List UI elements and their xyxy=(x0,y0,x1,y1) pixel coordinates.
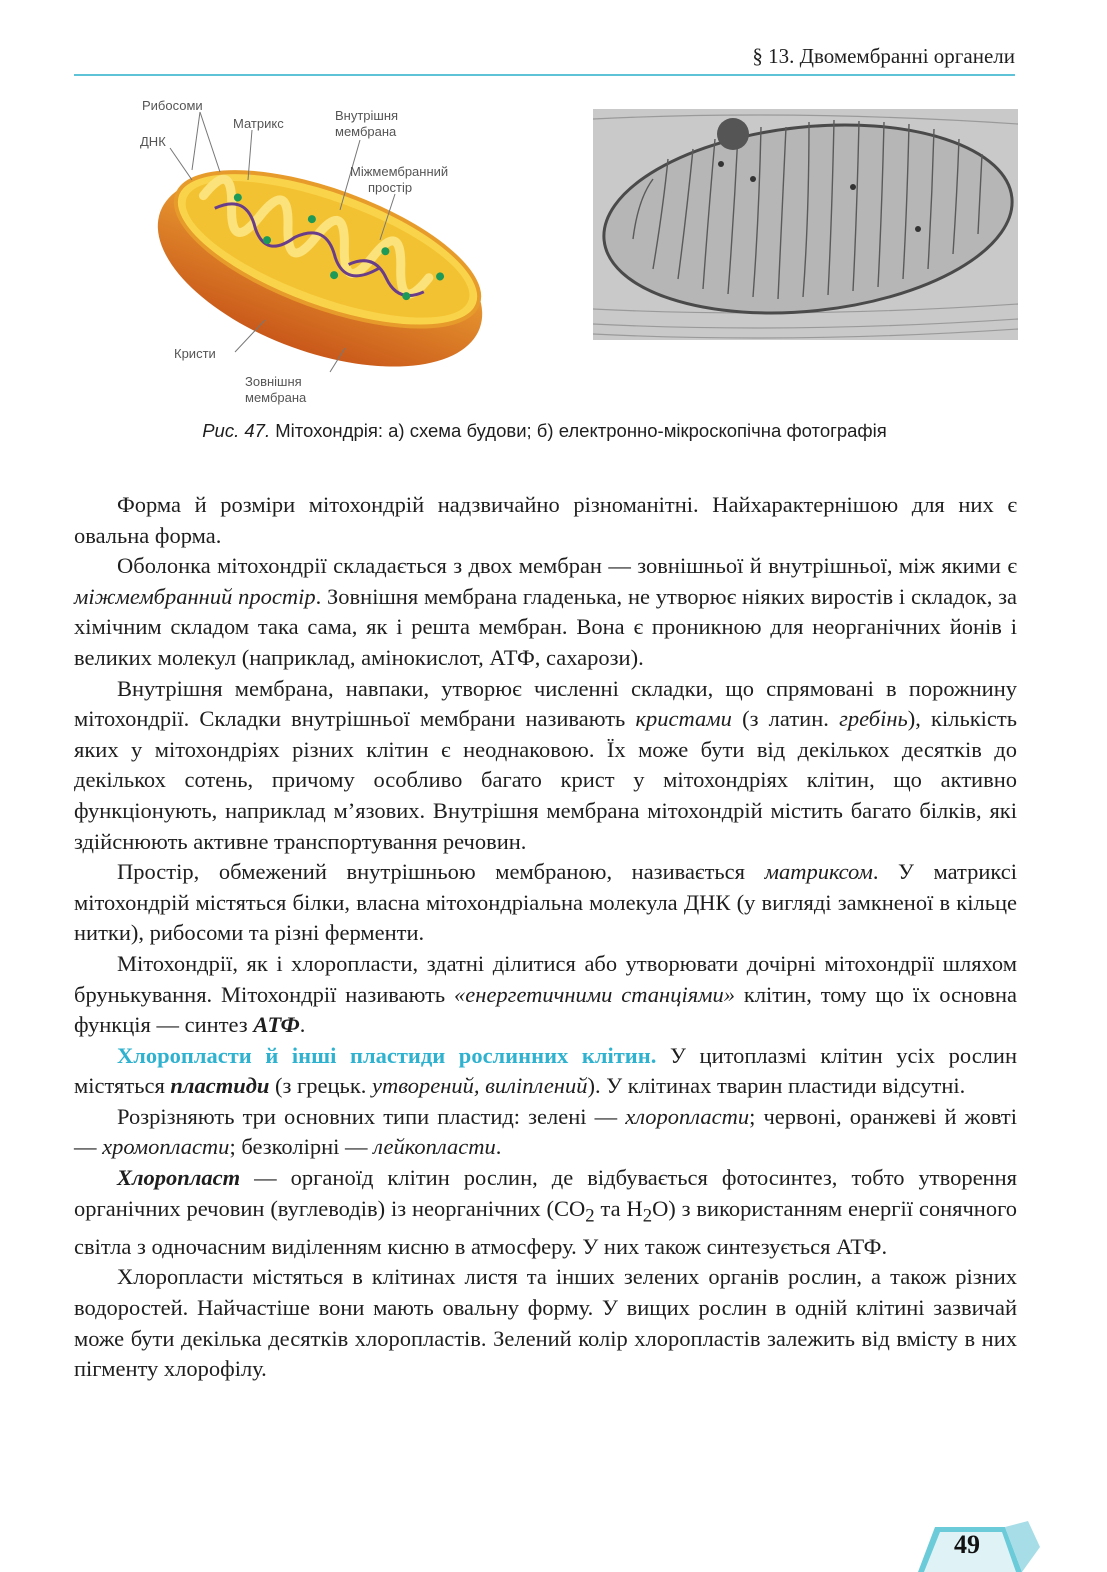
figure-number: Рис. 47. xyxy=(202,420,271,441)
term-chloroplasts: хлоропласти xyxy=(625,1103,750,1129)
term-intermembrane-space: міжмембранний простір xyxy=(74,583,316,609)
text-run: . У матриксі мітохондрій містяться білки, власна мітохондріальна молекула ДНК (у вигляді замкненої в кільце нитки), рибосоми та різні ферменти. xyxy=(74,859,1017,946)
paragraph xyxy=(74,1163,1017,1262)
subscript: 2 xyxy=(585,1205,595,1227)
term-formed: утворений, виліплений xyxy=(372,1073,588,1099)
paragraph xyxy=(74,1262,1017,1384)
text-run: O) з використанням енергії сонячного світла з одночасним виділенням кисню в атмосферу. У них також синтезується АТФ. xyxy=(74,1195,1018,1259)
text-run: Простір, обмежений внутрішньою мембраною, називається xyxy=(117,859,765,885)
paragraph xyxy=(74,674,1017,858)
text-run: ), кількість яких у мітохондріях різних клітин є неоднаковою. Їх може бути від декількох десятків до декількох сотень, причому особливо багато крист у мітохондріях клітин, що активно функціонують, наприклад м’язових. Внутрішня мембрана мітохондрій містить багато білків, які здійснюють активне транспортування речовин. xyxy=(74,706,1017,854)
text-run: Внутрішня мембрана, навпаки, утворює численні складки, що спрямовані в порожнину мітохондрії. Складки внутрішньої мембрани називають xyxy=(74,675,1017,732)
term-chloroplast: Хлоропласт xyxy=(117,1165,241,1191)
figure-caption-text: Мітохондрія: а) схема будови; б) електронно-мікроскопічна фотографія xyxy=(270,420,887,441)
page-number: 49 xyxy=(954,1530,980,1559)
text-run: Форма й розміри мітохондрій надзвичайно різноманітні. Найхарактернішою для них є овальна форма. xyxy=(74,492,1017,548)
text-run: ; безколірні — xyxy=(229,1134,374,1160)
paragraph xyxy=(74,1041,1017,1102)
text-run: та H xyxy=(594,1195,643,1221)
term-energy-stations: «енергетичними станціями» xyxy=(454,981,736,1007)
term-chromoplasts: хромопласти xyxy=(102,1134,230,1160)
label-ribosomes: Рибосоми xyxy=(142,98,203,113)
term-cristae: кристами xyxy=(635,706,732,732)
term-atp: АТФ xyxy=(253,1012,300,1038)
paragraph xyxy=(74,857,1017,949)
label-intermembrane-line1: Міжмембранний xyxy=(350,164,449,179)
paragraph xyxy=(74,551,1017,673)
text-run: (з латин. xyxy=(731,706,840,732)
text-run: — органоїд клітин рослин, де відбувається фотосинтез, тобто утворення органічних речовин (вуглеводів) із неорганічних (CO xyxy=(74,1165,1017,1221)
text-run: . xyxy=(299,1012,306,1038)
paragraph xyxy=(74,949,1017,1041)
text-run: Оболонка мітохондрії складається з двох мембран — зовнішньої й внутрішньої, між якими є xyxy=(117,553,1017,579)
body-text xyxy=(74,490,1017,1385)
term-comb: гребінь xyxy=(839,706,908,732)
term-matrix: матриксом xyxy=(764,859,873,885)
paragraph xyxy=(74,1102,1017,1163)
label-intermembrane-line2: простір xyxy=(368,180,413,195)
text-run: ; червоні, оранжеві й жовті — xyxy=(74,1103,1017,1160)
section-heading: Хлоропласти й інші пластиди рослинних клітин. xyxy=(117,1042,657,1068)
label-dna: ДНК xyxy=(140,134,166,149)
term-leucoplasts: лейкопласти xyxy=(373,1134,496,1160)
text-run: ). У клітинах тварин пластиди відсутні. xyxy=(587,1073,966,1099)
label-outer-membrane-line2: мембрана xyxy=(245,390,307,405)
mitochondria-micrograph xyxy=(593,109,1018,340)
term-plastids: пластиди xyxy=(170,1073,270,1099)
subscript: 2 xyxy=(642,1205,653,1227)
mitochondria-diagram xyxy=(130,90,510,410)
page-header xyxy=(74,40,1015,76)
text-run: У цитоплазмі клітин усіх рослин містяться xyxy=(74,1042,1017,1099)
label-cristae: Кристи xyxy=(174,346,216,361)
label-matrix: Матрикс xyxy=(233,116,284,131)
text-run: . Зовнішня мембрана гладенька, не утворює ніяких виростів і складок, за хімічним складом така сама, як і решта мембран. Вона є проникною для неорганічних йонів і великих молекул (наприклад, амінокислот, АТФ, сахарози). xyxy=(74,583,1017,670)
text-run: . xyxy=(495,1134,502,1160)
text-run: Хлоропласти містяться в клітинах листя та інших зелених органів рослин, а також різних водоростей. Найчастіше вони мають овальну форму. У вищих рослин в одній клітині зазвичай може бути декілька десятків хлоропластів. Зелений колір хлоропластів залежить від вмісту в них пігменту хлорофілу. xyxy=(74,1264,1017,1382)
label-inner-membrane-line1: Внутрішня xyxy=(335,108,399,123)
label-outer-membrane-line1: Зовнішня xyxy=(245,374,302,389)
figure-caption xyxy=(74,420,1015,442)
paragraph xyxy=(74,490,1017,551)
text-run: клітин, тому що їх основна функція — синтез xyxy=(74,981,1017,1038)
text-run: (з грецьк. xyxy=(269,1073,373,1099)
header-title: § 13. Двомембранні органели xyxy=(752,44,1015,68)
label-inner-membrane-line2: мембрана xyxy=(335,124,397,139)
text-run: Мітохондрії, як і хлоропласти, здатні ділитися або утворювати дочірні мітохондрії шляхом брунькування. Мітохондрії називають xyxy=(74,950,1017,1007)
text-run: Розрізняють три основних типи пластид: зелені — xyxy=(117,1103,626,1129)
